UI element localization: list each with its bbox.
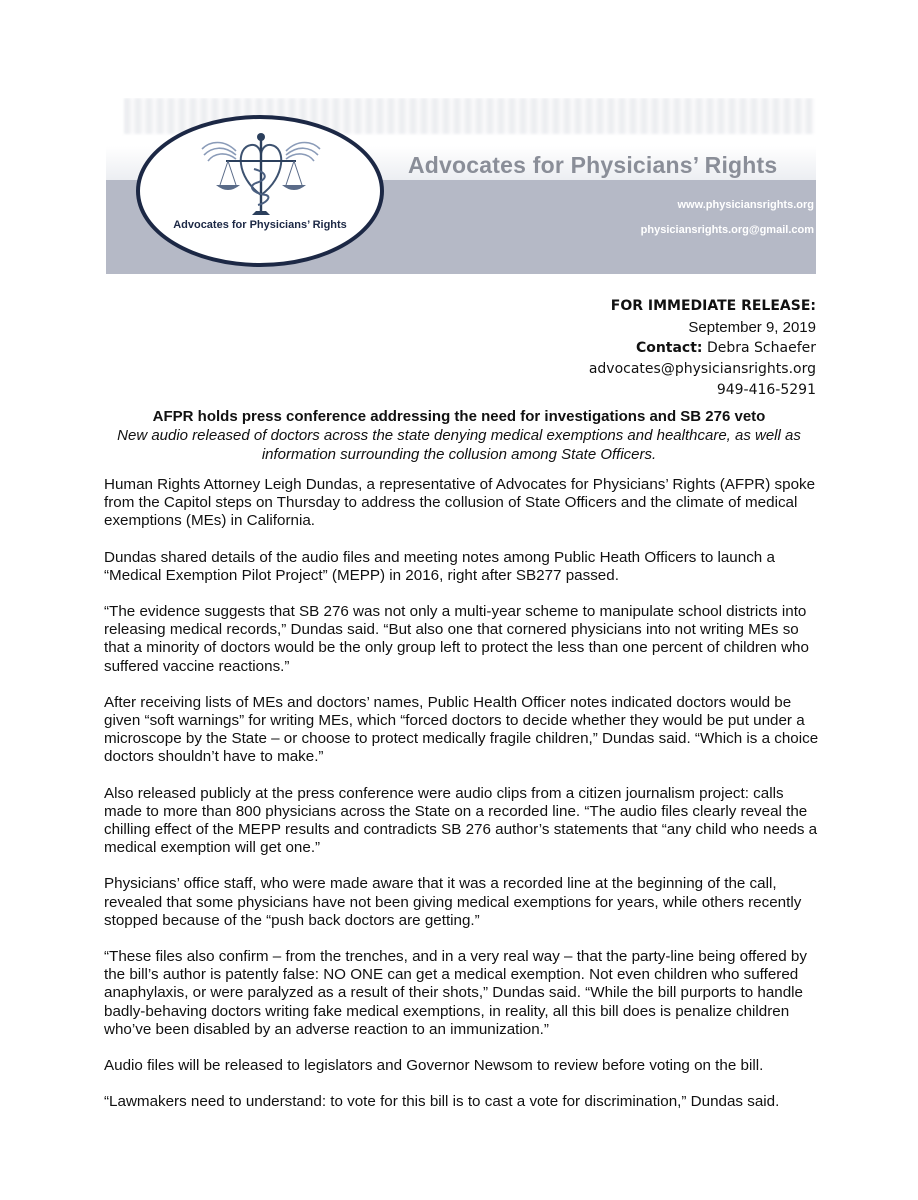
paragraph: Human Rights Attorney Leigh Dundas, a representative of Advocates for Physicians’ Rights (AFPR) spoke from the Capitol steps on Thursday to address the collusion of State Officers and the climate of medical exemptions (MEs) in California. bbox=[104, 476, 816, 530]
release-date: September 9, 2019 bbox=[688, 319, 816, 336]
release-info bbox=[589, 296, 816, 401]
contact-phone: 949-416-5291 bbox=[716, 382, 816, 398]
paragraph: Physicians’ office staff, who were made aware that it was a recorded line at the beginning of the call, revealed that some physicians have not been giving medical exemptions for years, while others recently stopped because of the “push back doctors are getting.” bbox=[104, 875, 802, 929]
paragraph: “The evidence suggests that SB 276 was not only a multi-year scheme to manipulate school districts into releasing medical records,” Dundas said. “But also one that cornered physicians into not writing MEs so that a minority of doctors would be the only group left to protect the less than one percent of children who suffered vaccine reactions.” bbox=[104, 603, 809, 675]
paragraph: “Lawmakers need to understand: to vote for this bill is to cast a vote for discrimination,” Dundas said. bbox=[104, 1093, 780, 1111]
release-label: FOR IMMEDIATE RELEASE: bbox=[610, 298, 816, 314]
contact-name: Debra Schaefer bbox=[706, 340, 816, 356]
contact-email: advocates@physiciansrights.org bbox=[588, 361, 816, 377]
logo-caption: Advocates for Physicians’ Rights bbox=[173, 219, 347, 231]
logo-oval bbox=[136, 115, 384, 267]
org-website: www.physiciansrights.org bbox=[677, 199, 814, 211]
paragraph: After receiving lists of MEs and doctors’ names, Public Health Officer notes indicated doctors would be given “soft warnings” for writing MEs, which “forced doctors to decide whether they would be put under a microscope by the State – or choose to protect medically fragile children,” Dundas said. “Which is a choice doctors shouldn’t have to make.” bbox=[104, 693, 819, 766]
paragraph: “These files also confirm – from the trenches, and in a very real way – that the party-line being offered by the bill’s author is patently false: NO ONE can get a medical exemption. Not even children who suffered anaphylaxis, or were paralyzed as a result of their shots,” Dundas said. “While the bill purports to handle badly-behaving doctors writing fake medical exemptions, in reality, all this bill does is penalize children who’ve been disabled by an adverse reaction to an immunization.” bbox=[104, 948, 807, 1038]
contact-line bbox=[589, 338, 816, 359]
org-email: physiciansrights.org@gmail.com bbox=[640, 224, 814, 236]
scales-caduceus-icon bbox=[196, 125, 326, 219]
body-text bbox=[104, 476, 822, 1129]
contact-label: Contact: bbox=[635, 340, 703, 356]
headline: AFPR holds press conference addressing the need for investigations and SB 276 veto bbox=[152, 408, 766, 425]
subhead: New audio released of doctors across the state denying medical exemptions and healthcare, as well as information surrounding the collusion among State Officers. bbox=[117, 427, 801, 463]
org-name: Advocates for Physicians’ Rights bbox=[408, 152, 778, 178]
paragraph: Audio files will be released to legislators and Governor Newsom to review before voting on the bill. bbox=[104, 1057, 764, 1075]
paragraph: Dundas shared details of the audio files and meeting notes among Public Heath Officers to launch a “Medical Exemption Pilot Project” (MEPP) in 2016, right after SB277 passed. bbox=[104, 548, 775, 584]
paragraph: Also released publicly at the press conference were audio clips from a citizen journalism project: calls made to more than 800 physicians across the State on a recorded line. “The audio files clearly reveal the chilling effect of the MEPP results and contradicts SB 276 author’s statements that “any child who needs a medical exemption will get one.” bbox=[104, 784, 818, 857]
